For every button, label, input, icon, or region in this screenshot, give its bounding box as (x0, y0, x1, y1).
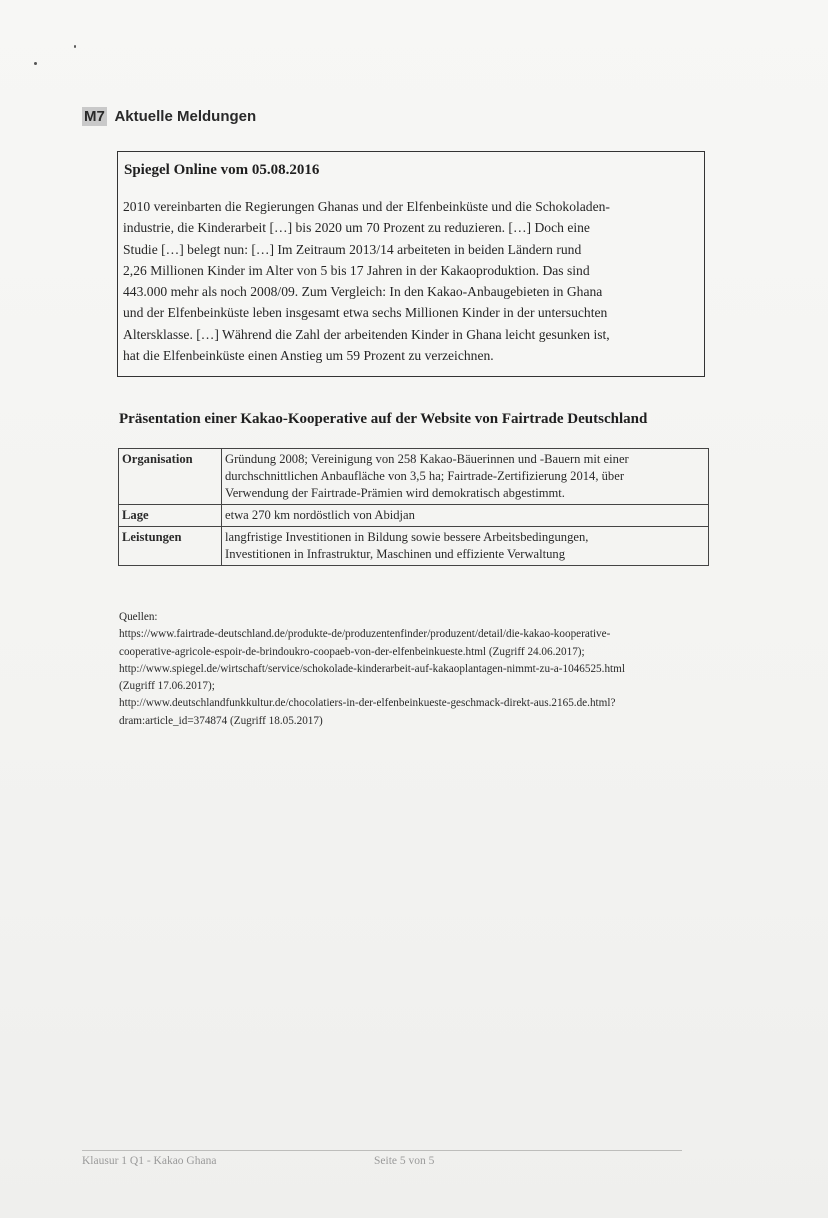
value-line: durchschnittlichen Anbaufläche von 3,5 ha; Fairtrade-Zertifizierung 2014, über (225, 469, 625, 483)
table-row (119, 449, 709, 505)
table-row (119, 527, 709, 566)
section-heading (82, 108, 256, 125)
value-line: Investitionen in Infrastruktur, Maschinen und effiziente Verwaltung (225, 547, 566, 561)
row-key: Lage (119, 505, 222, 527)
value-line: Verwendung der Fairtrade-Prämien wird demokratisch abgestimmt. (225, 486, 565, 500)
article-line: industrie, die Kinderarbeit […] bis 2020 um 70 Prozent zu reduzieren. […] Doch eine (123, 220, 590, 236)
article-line: 443.000 mehr als noch 2008/09. Zum Vergleich: In den Kakao-Anbaugebieten in Ghana (123, 284, 603, 300)
section-title: Aktuelle Meldungen (114, 108, 257, 125)
sources-label: Quellen: (119, 611, 158, 623)
article-line: 2010 vereinbarten die Regierungen Ghanas und der Elfenbeinküste und die Schokoladen- (123, 199, 610, 214)
spiegel-article-box (117, 151, 705, 377)
source-line: dram:article_id=374874 (Zugriff 18.05.2017) (119, 714, 323, 727)
article-line: 2,26 Millionen Kinder im Alter von 5 bis 17 Jahren in der Kakaoproduktion. Das sind (123, 262, 590, 278)
row-value (222, 505, 709, 527)
row-key: Leistungen (119, 527, 222, 566)
article-line: und der Elfenbeinküste leben insgesamt etwa sechs Millionen Kinder in der untersuchten (123, 305, 608, 321)
footer-exam-label: Klausur 1 Q1 - Kakao Ghana (82, 1155, 217, 1167)
row-value (222, 527, 709, 566)
footer-page-number: Seite 5 von 5 (374, 1155, 435, 1167)
fairtrade-heading: Präsentation einer Kakao-Kooperative auf der Website von Fairtrade Deutschland (119, 411, 648, 427)
footer-divider (82, 1150, 682, 1151)
material-code: M7 (84, 108, 105, 125)
row-key: Organisation (119, 449, 222, 505)
value-line: Gründung 2008; Vereinigung von 258 Kakao-Bäuerinnen und -Bauern mit einer (225, 452, 629, 466)
row-value (222, 449, 709, 505)
article-line: hat die Elfenbeinküste einen Anstieg um 59 Prozent zu verzeichnen. (123, 348, 494, 364)
scan-speck (74, 45, 76, 48)
source-line: (Zugriff 17.06.2017); (119, 680, 215, 693)
article-line: Altersklasse. […] Während die Zahl der arbeitenden Kinder in Ghana leicht gesunken ist, (123, 326, 610, 342)
source-line: http://www.deutschlandfunkkultur.de/chocolatiers-in-der-elfenbeinkueste-geschmack-direkt-aus.2165.de.html? (119, 697, 616, 710)
source-line: https://www.fairtrade-deutschland.de/produkte-de/produzentenfinder/produzent/detail/die-kakao-kooperative- (119, 628, 611, 641)
value-line: etwa 270 km nordöstlich von Abidjan (225, 508, 415, 522)
spiegel-article-text (123, 196, 703, 366)
scan-speck (34, 62, 37, 65)
source-line: http://www.spiegel.de/wirtschaft/service/schokolade-kinderarbeit-auf-kakaoplantagen-nimmt-zu-a-1046525.html (119, 662, 625, 675)
value-line: langfristige Investitionen in Bildung sowie bessere Arbeitsbedingungen, (225, 530, 589, 544)
sources-block (119, 609, 729, 730)
cooperative-table (118, 448, 709, 566)
source-line: cooperative-agricole-espoir-de-brindoukro-coopaeb-von-der-elfenbeinkueste.html (Zugriff 24.06.2017); (119, 645, 585, 658)
article-line: Studie […] belegt nun: […] Im Zeitraum 2013/14 arbeiteten in beiden Ländern rund (123, 241, 582, 257)
table-row (119, 505, 709, 527)
spiegel-article-title: Spiegel Online vom 05.08.2016 (124, 162, 320, 178)
